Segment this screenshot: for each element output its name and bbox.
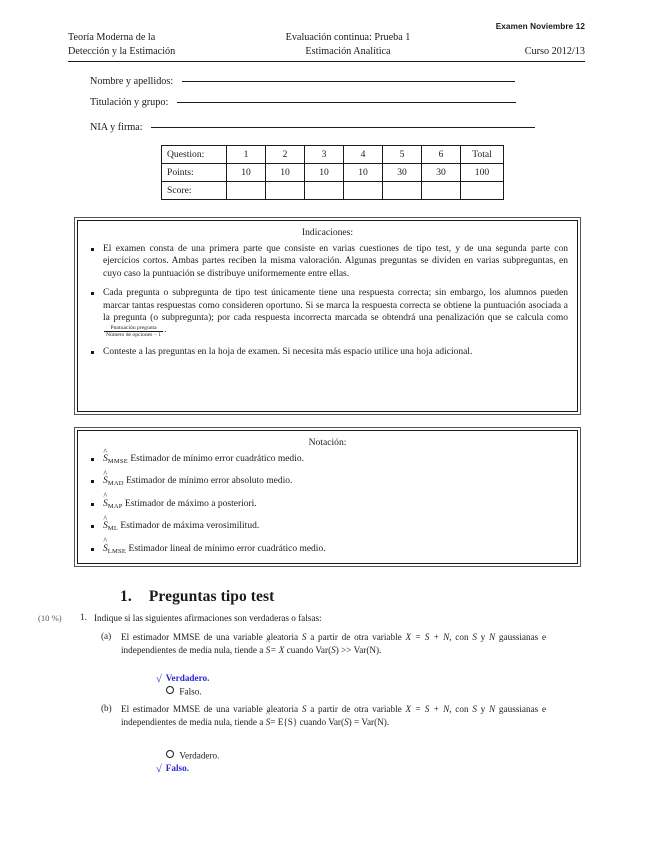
- sub-a-var-N: N: [489, 632, 496, 642]
- sub-a-text-5: gaussianas e independientes de media nula, tiende a: [121, 632, 547, 655]
- estimator-subscript: LMSE: [107, 547, 127, 555]
- sub-b-text-2: a partir de otra variable: [306, 704, 406, 714]
- sub-b-var-N: N: [489, 704, 496, 714]
- estimator-description: Estimador de mínimo error cuadrático medio.: [130, 454, 304, 464]
- points-cell: 10: [266, 164, 305, 182]
- estimator-symbol: S ^: [103, 453, 108, 465]
- list-item: [87, 243, 568, 280]
- score-entry-cell[interactable]: [383, 182, 422, 200]
- sub-a-var-S2: S: [472, 632, 477, 642]
- points-cell: 30: [422, 164, 461, 182]
- list-item: [87, 346, 568, 358]
- sub-b-text-3: , con: [449, 704, 469, 714]
- field-nombre-input[interactable]: [182, 81, 515, 82]
- score-cell: 4: [344, 146, 383, 164]
- notacion-title: Notación:: [308, 437, 347, 448]
- header-title-grid: [68, 31, 585, 58]
- academic-year: Curso 2012/13: [524, 45, 585, 57]
- points-cell: 10: [344, 164, 383, 182]
- sub-a-text-7: ) >>: [335, 644, 352, 655]
- indicaciones-title: Indicaciones:: [301, 227, 354, 238]
- checkmark-icon: √: [156, 763, 162, 775]
- field-nia-input[interactable]: [151, 127, 535, 128]
- list-item: [87, 475, 568, 490]
- table-row: [162, 182, 504, 200]
- points-cell: 10: [227, 164, 266, 182]
- sub-b-text-5: gaussianas e independientes de media nula, tiende a: [121, 704, 547, 727]
- subquestion-body-b: [121, 703, 546, 728]
- indicacion-penalty-text: Cada pregunta o subpregunta de tipo test únicamente tiene una respuesta correcta; sin embargo, los alumnos pueden marcar tantas respuestas como consideren oportuno. Si se marca la respuesta correcta se obtiene la puntuación asociada a la pregunta (o subpregunta); por cada respuesta incorrecta marcada se obtendrá una penalización que se calcula como: [103, 288, 568, 324]
- field-titulacion-label: Titulación y grupo:: [90, 97, 169, 108]
- sub-b-text-4: y: [476, 704, 490, 714]
- exam-title-line1: Evaluación continua: Prueba 1: [285, 32, 411, 43]
- score-entry-cell[interactable]: [422, 182, 461, 200]
- subquestion-label-b: (b): [101, 703, 112, 713]
- estimator-description: Estimador de máximo a posteriori.: [125, 498, 257, 509]
- estimator-symbol: S ^: [103, 475, 108, 487]
- option-a-falso[interactable]: [166, 686, 202, 696]
- score-entry-cell[interactable]: [266, 182, 305, 200]
- exam-date-label: Examen Noviembre 12: [495, 22, 585, 31]
- estimator-symbol: S ^: [103, 543, 108, 555]
- sub-a-estimator-symbol: S ^: [266, 644, 271, 657]
- sub-a-var-S3: S: [331, 644, 336, 655]
- field-nia[interactable]: [90, 122, 535, 133]
- sub-b-text-1: El estimador MMSE de una variable aleatoria: [121, 704, 302, 714]
- sub-a-eq-rhs: = X: [270, 644, 285, 655]
- subquestion-label-a: (a): [101, 631, 112, 641]
- field-titulacion[interactable]: [90, 97, 516, 108]
- sub-b-var-S3: S: [344, 716, 349, 727]
- estimator-subscript: MAD: [107, 480, 124, 488]
- score-total-header: Total: [461, 146, 504, 164]
- indicacion-text-3: Conteste a las preguntas en la hoja de examen. Si necesita más espacio utilice una hoja adicional.: [103, 347, 473, 358]
- score-entry-row-header: Score:: [162, 182, 227, 200]
- sub-b-var-S2: S: [472, 704, 477, 714]
- exam-title-line2: Estimación Analítica: [305, 45, 391, 57]
- points-total: 100: [461, 164, 504, 182]
- score-row-header: Question:: [162, 146, 227, 164]
- sub-b-text-7: ) =: [348, 716, 360, 727]
- score-table: [161, 145, 504, 200]
- estimator-subscript: ML: [107, 525, 119, 533]
- question-weight: (10 %): [38, 613, 62, 623]
- checkmark-icon: √: [156, 673, 162, 685]
- section-title: Preguntas tipo test: [148, 588, 275, 605]
- question-stem: Indique si las siguientes afirmaciones son verdaderas o falsas:: [94, 613, 322, 623]
- sub-a-var-S: S: [301, 632, 307, 642]
- score-entry-cell[interactable]: [344, 182, 383, 200]
- field-nombre-label: Nombre y apellidos:: [90, 76, 174, 87]
- estimator-description: Estimador de máxima verosimilitud.: [120, 521, 260, 532]
- option-a-falso-label: Falso.: [179, 686, 202, 697]
- estimator-symbol: S ^: [103, 520, 108, 532]
- header-divider: [68, 61, 585, 62]
- option-b-verdadero-label: Verdadero.: [179, 750, 220, 761]
- indicacion-text-1: El examen consta de una primera parte que consiste en varias cuestiones de tipo test, y de una segunda parte con ejercicios cortos. Ambas partes reciben la misma valoración. Algunas preguntas se dividen en varias subpreguntas, en cuyo caso la puntuación se distribuye uniformemente entre ellas.: [103, 244, 568, 279]
- estimator-description: Estimador de mínimo error absoluto medio.: [126, 476, 293, 487]
- estimator-description: Estimador lineal de mínimo error cuadrático medio.: [128, 543, 326, 554]
- radio-circle-icon: [166, 750, 174, 758]
- score-entry-cell[interactable]: [305, 182, 344, 200]
- sub-a-text-8: Var(N).: [353, 644, 382, 655]
- penalty-fraction-numerator: Puntuación pregunta: [110, 324, 157, 331]
- points-cell: 10: [305, 164, 344, 182]
- sub-a-text-6: cuando Var(: [284, 644, 332, 655]
- sub-a-text-4: y: [476, 632, 490, 642]
- subquestion-body-a: [121, 631, 546, 656]
- points-row-header: Points:: [162, 164, 227, 182]
- sub-a-text-2: a partir de otra variable: [306, 632, 406, 642]
- penalty-fraction: [104, 325, 163, 339]
- sub-b-text-6: cuando Var(: [297, 716, 345, 727]
- sub-a-text-1: El estimador MMSE de una variable aleatoria: [121, 632, 302, 642]
- notacion-box: [74, 427, 581, 567]
- notacion-list: [87, 453, 568, 558]
- penalty-period: .: [164, 325, 167, 336]
- sub-b-var-S: S: [301, 704, 307, 714]
- estimator-subscript: MMSE: [107, 458, 128, 465]
- penalty-fraction-denominator: Número de opciones − 1: [106, 332, 162, 339]
- points-cell: 30: [383, 164, 422, 182]
- score-cell: 2: [266, 146, 305, 164]
- radio-circle-icon: [166, 686, 174, 694]
- section-number: 1.: [120, 588, 132, 605]
- sub-b-eq-X: X = S + N: [405, 704, 450, 714]
- option-b-falso[interactable]: [156, 763, 189, 775]
- field-nombre[interactable]: [90, 76, 515, 87]
- section-heading: [120, 588, 274, 606]
- field-titulacion-input[interactable]: [177, 102, 516, 103]
- sub-b-eq-rhs: = E{S}: [270, 716, 298, 727]
- field-nia-label: NIA y firma:: [90, 122, 143, 133]
- sub-a-eq-X: X = S + N: [405, 632, 450, 642]
- list-item: [87, 520, 568, 535]
- option-b-falso-label: Falso.: [165, 763, 189, 773]
- list-item: [87, 453, 568, 468]
- score-entry-cell[interactable]: [227, 182, 266, 200]
- sub-b-estimator-symbol: S ^: [266, 716, 271, 729]
- option-b-verdadero[interactable]: [166, 750, 219, 760]
- question-number: 1.: [80, 612, 87, 622]
- list-item: [87, 498, 568, 513]
- score-cell: 3: [305, 146, 344, 164]
- table-row: [162, 164, 504, 182]
- estimator-symbol: S ^: [103, 498, 108, 510]
- option-a-verdadero-label: Verdadero.: [165, 673, 210, 683]
- score-cell: 5: [383, 146, 422, 164]
- sub-a-text-3: , con: [449, 632, 469, 642]
- option-a-verdadero[interactable]: [156, 673, 209, 685]
- score-entry-total[interactable]: [461, 182, 504, 200]
- indicaciones-box: [74, 217, 581, 415]
- table-row: [162, 146, 504, 164]
- sub-b-text-8: Var(N).: [361, 716, 390, 727]
- course-title-line2: Detección y la Estimación: [68, 45, 176, 57]
- list-item: [87, 543, 568, 558]
- course-title-line1: Teoría Moderna de la: [68, 32, 156, 43]
- list-item: [87, 287, 568, 339]
- score-cell: 6: [422, 146, 461, 164]
- indicaciones-list: [87, 243, 568, 358]
- estimator-subscript: MAP: [107, 502, 123, 510]
- score-cell: 1: [227, 146, 266, 164]
